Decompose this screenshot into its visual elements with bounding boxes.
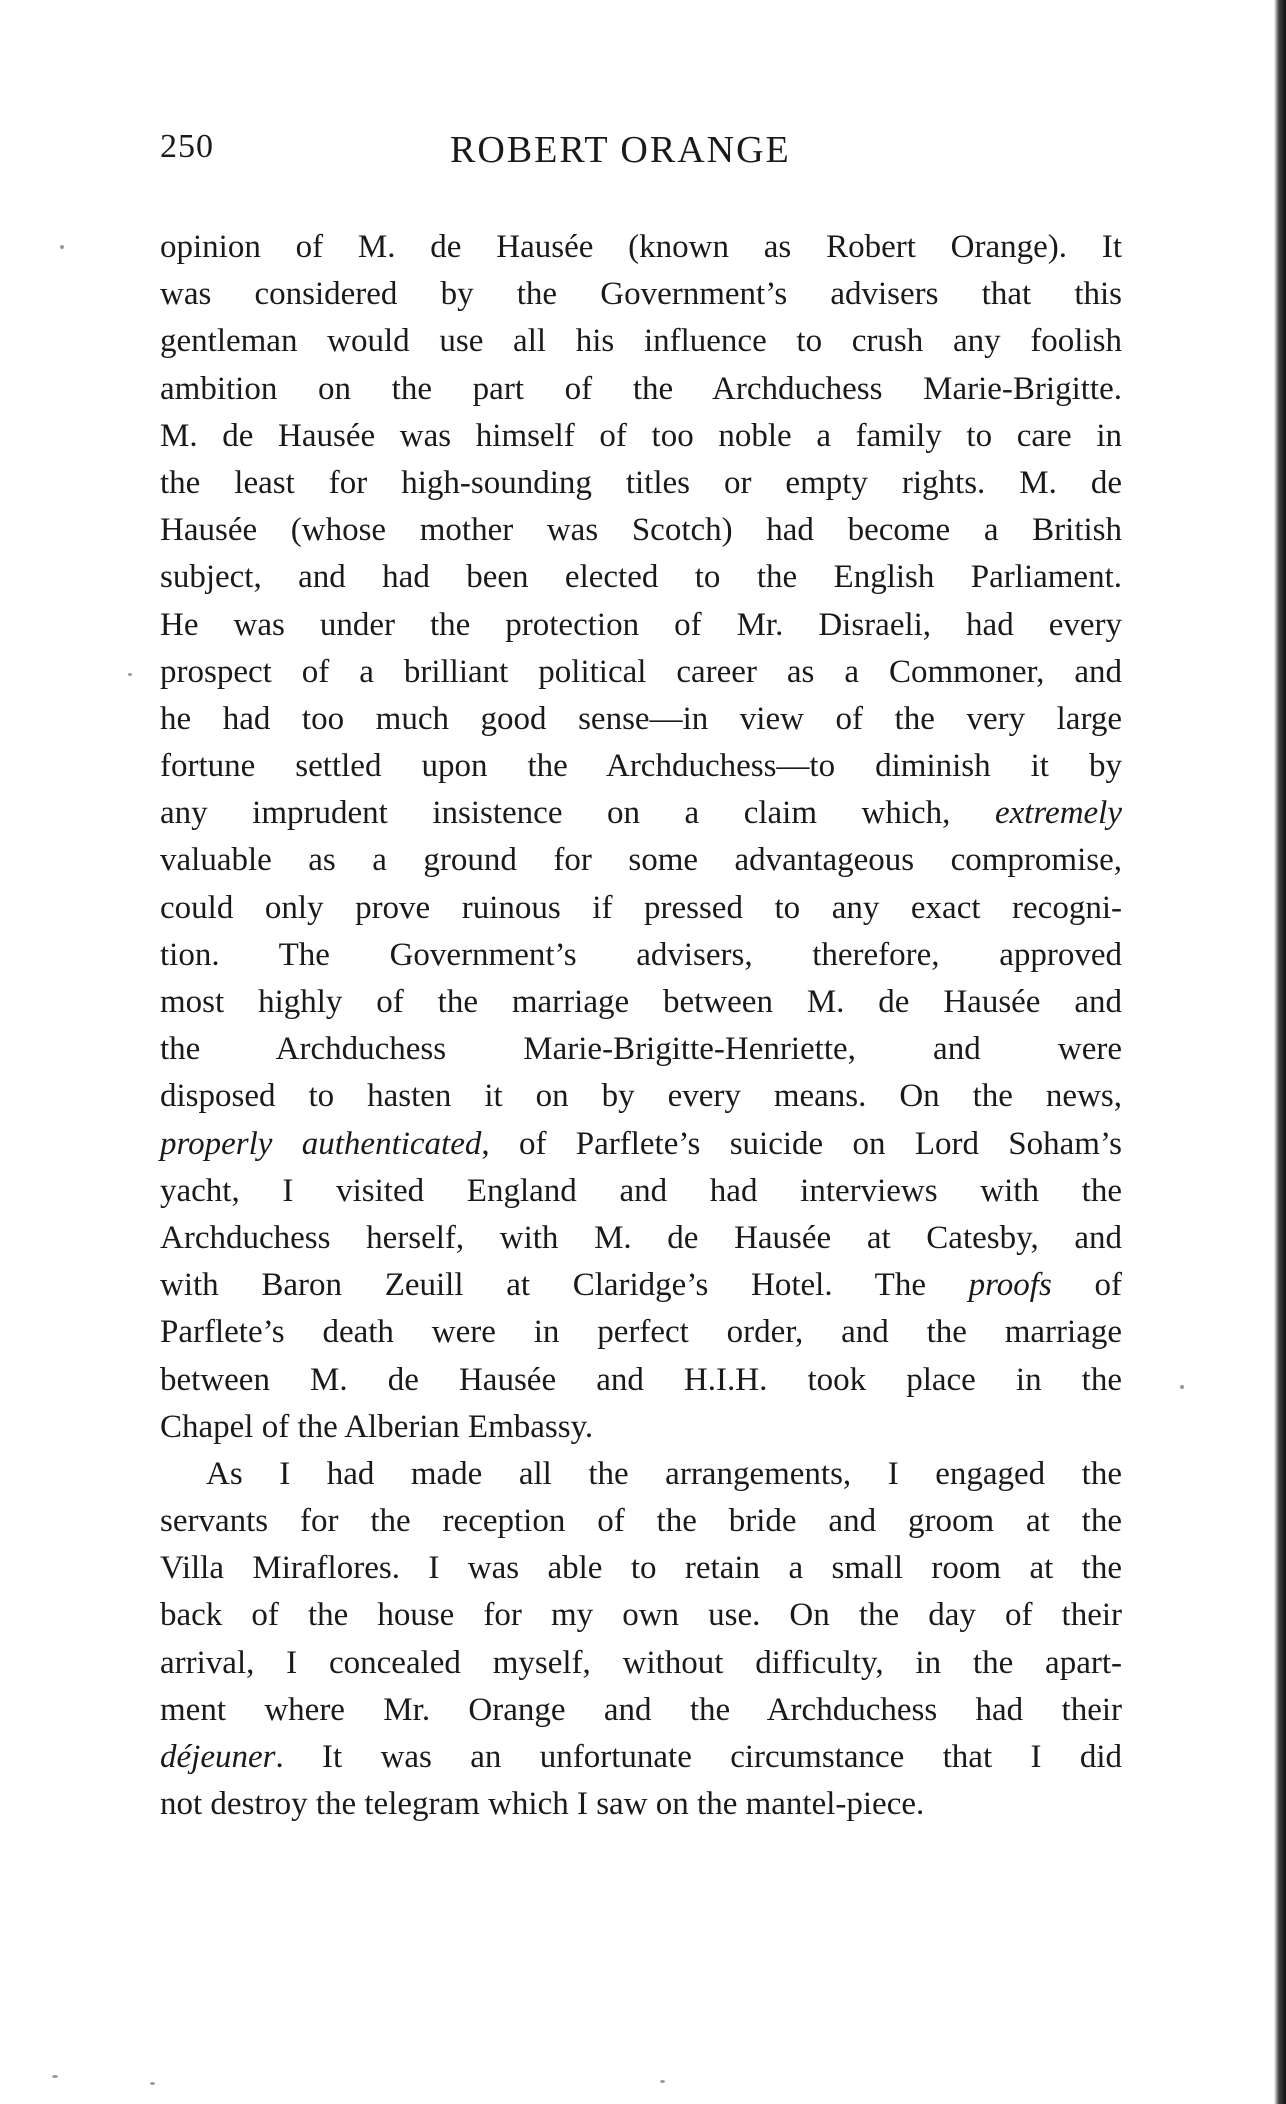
text-line [160,1215,1122,1262]
text-segment: of [1051,1267,1122,1304]
text-segment: could only prove ruinous if pressed to any exact recogni- [160,889,1122,926]
text-segment: between M. de Hausée and H.I.H. took place in the [160,1361,1122,1398]
text-segment: Hausée (whose mother was Scotch) had become a British [160,512,1122,549]
text-line [160,366,1122,413]
text-segment: yacht, I visited England and had interviews with the [160,1172,1122,1209]
text-line [160,507,1122,554]
text-line [160,224,1122,271]
text-line [160,1451,1122,1498]
text-line [160,460,1122,507]
text-segment: arrival, I concealed myself, without difficulty, in the apart- [160,1644,1122,1681]
text-segment: most highly of the marriage between M. de Hausée and [160,984,1122,1020]
text-line [160,837,1122,884]
text-segment: was considered by the Government’s advisers that this [160,276,1122,313]
text-line [160,1687,1122,1734]
text-line [160,271,1122,318]
text-segment: . It was an unfortunate circumstance that I did [275,1739,1122,1775]
text-line [160,1309,1122,1356]
text-segment: back of the house for my own use. On the day of their [160,1597,1122,1634]
text-line [160,1168,1122,1215]
text-line [160,790,1122,837]
text-segment: any imprudent insistence on a claim which, [160,795,995,832]
text-segment: ambition on the part of the Archduchess Marie-Brigitte. [160,370,1122,407]
scan-speck [60,245,64,249]
italic-text: properly authenticated [160,1125,482,1162]
text-line [160,1734,1122,1781]
text-line [160,1262,1122,1309]
text-line [160,979,1122,1026]
text-segment: Villa Miraflores. I was able to retain a small room at the [160,1550,1122,1587]
text-line [160,1498,1122,1545]
text-segment: valuable as a ground for some advantageous compromise, [160,842,1122,879]
text-line [160,413,1122,460]
text-line [160,1545,1122,1592]
page-header [160,128,1122,178]
text-segment: M. de Hausée was himself of too noble a family to care in [160,417,1122,454]
text-line [160,1357,1122,1404]
scan-speck [150,2082,155,2085]
text-line [160,318,1122,365]
text-line [160,554,1122,601]
text-line [160,1592,1122,1639]
text-segment: gentleman would use all his influence to crush any foolish [160,323,1122,360]
text-segment: he had too much good sense—in view of the very large [160,700,1122,737]
text-line [160,743,1122,790]
text-segment: disposed to hasten it on by every means. On the news, [160,1078,1122,1115]
scan-speck [660,2080,665,2083]
page-number: 250 [160,128,214,165]
text-segment: the least for high-sounding titles or empty rights. M. de [160,464,1122,501]
italic-text: proofs [968,1267,1052,1304]
text-segment: the Archduchess Marie-Brigitte-Henriette, and were [160,1031,1122,1068]
text-segment: ment where Mr. Orange and the Archduchess had their [160,1691,1122,1728]
text-segment: tion. The Government’s advisers, therefore, approved [160,936,1122,973]
text-segment: He was under the protection of Mr. Disraeli, had every [160,606,1122,643]
italic-text: déjeuner [160,1739,276,1775]
text-segment: subject, and had been elected to the English Parliament. [160,559,1122,596]
text-line [160,1026,1122,1073]
text-segment: prospect of a brilliant political career as a Commoner, and [160,653,1122,690]
text-line [160,1404,1122,1451]
text-line [160,932,1122,979]
text-segment: As I had made all the arrangements, I engaged the [206,1455,1122,1492]
text-line [160,1121,1122,1168]
text-line [160,602,1122,649]
body-text [160,224,1122,1828]
text-segment: opinion of M. de Hausée (known as Robert Orange). It [160,229,1122,265]
text-segment: Archduchess herself, with M. de Hausée at Catesby, and [160,1219,1122,1256]
scan-speck [1180,1385,1184,1389]
text-segment: not destroy the telegram which I saw on the mantel-piece. [160,1786,925,1823]
text-line [160,1073,1122,1120]
text-segment: Parflete’s death were in perfect order, and the marriage [160,1314,1122,1351]
binding-edge [1274,0,1286,2104]
text-line [160,1640,1122,1687]
text-segment: Chapel of the Alberian Embassy. [160,1408,594,1445]
text-segment: , of Parflete’s suicide on Lord Soham’s [481,1125,1122,1162]
text-segment: with Baron Zeuill at Claridge’s Hotel. The [160,1267,969,1304]
text-segment: servants for the reception of the bride and groom at the [160,1503,1122,1540]
running-head: ROBERT ORANGE [450,129,791,171]
text-segment: fortune settled upon the Archduchess—to diminish it by [160,748,1122,785]
text-line [160,885,1122,932]
scan-speck [128,673,132,676]
text-line [160,696,1122,743]
scan-speck [52,2075,58,2078]
italic-text: extremely [994,795,1122,832]
text-line [160,1781,1122,1828]
text-line [160,649,1122,696]
